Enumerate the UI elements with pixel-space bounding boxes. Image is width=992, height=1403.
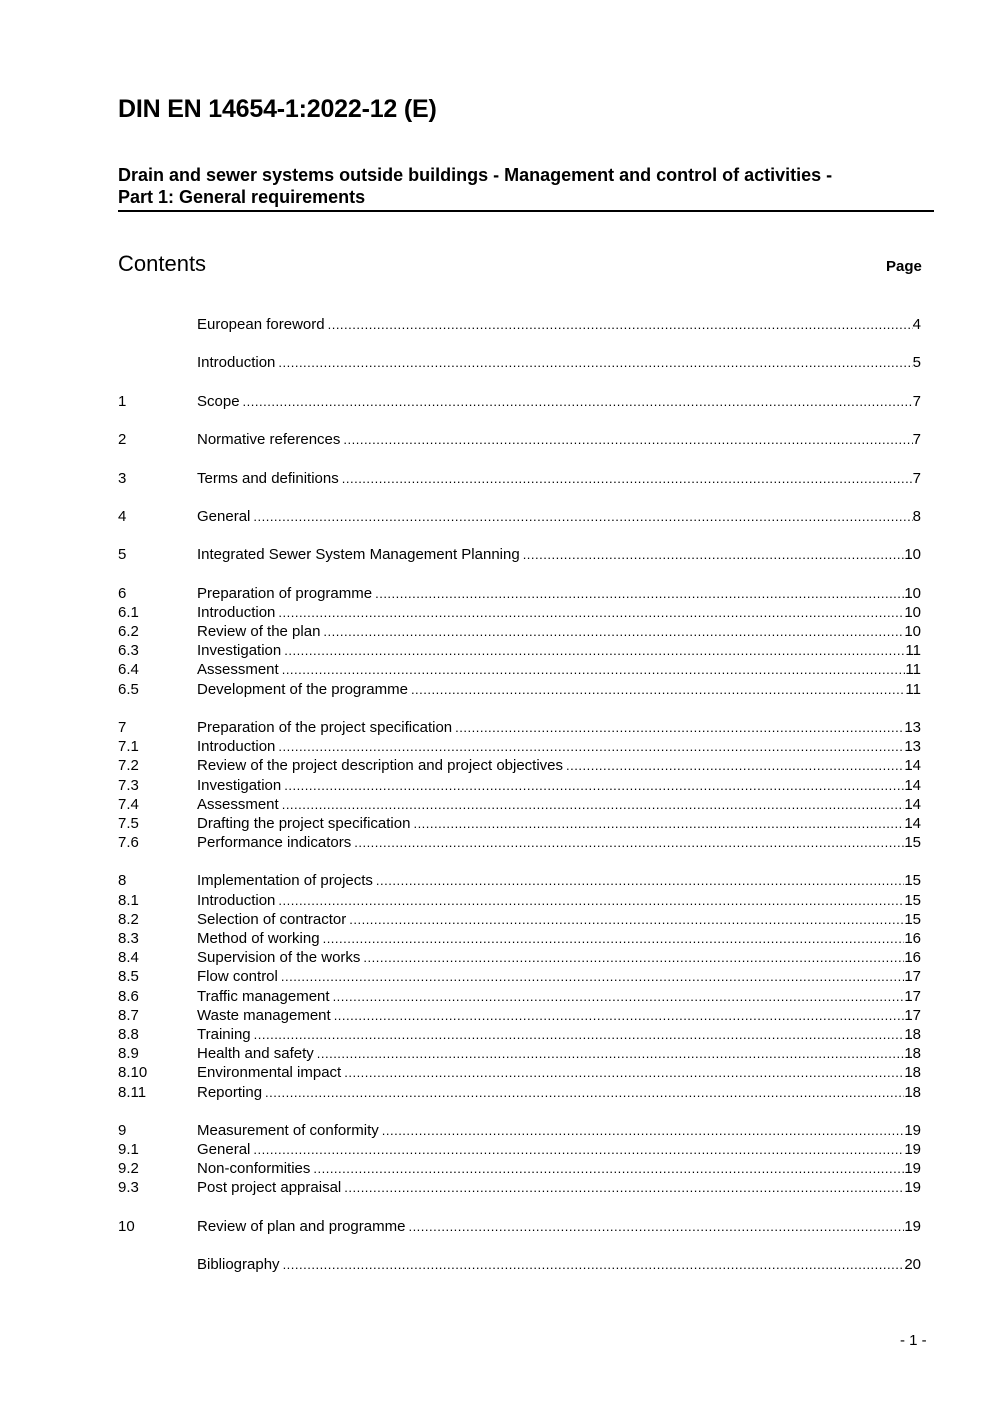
toc-entry[interactable] (118, 392, 921, 411)
toc-entry[interactable] (118, 1159, 921, 1178)
toc-entry[interactable] (118, 776, 921, 795)
toc-dot-leader (328, 315, 913, 334)
toc-dot-leader (278, 353, 912, 372)
toc-entry-title: Waste management (197, 1006, 331, 1024)
toc-entry-number: 4 (118, 507, 127, 525)
toc-entry-title: Supervision of the works (197, 949, 361, 967)
toc-entry-number: 6.3 (118, 642, 139, 660)
toc-entry-page: 17 (904, 968, 921, 986)
toc-entry-page: 18 (904, 1083, 921, 1101)
toc-entry-page: 11 (905, 642, 921, 660)
toc-entry[interactable] (118, 814, 921, 833)
toc-entry-number: 3 (118, 469, 127, 487)
toc-entry-title: Review of the plan (197, 623, 321, 640)
toc-entry-page: 7 (912, 469, 921, 487)
toc-entry[interactable] (118, 315, 921, 334)
toc-dot-leader (344, 1063, 904, 1082)
toc-entry-number: 6.4 (118, 661, 139, 679)
toc-dot-leader (566, 756, 904, 775)
toc-entry-title: General (197, 1141, 251, 1159)
toc-entry-title: Flow control (197, 968, 278, 986)
toc-dot-leader (413, 814, 904, 833)
toc-entry-number: 6 (118, 584, 127, 602)
toc-entry-number: 6.1 (118, 603, 139, 621)
toc-entry[interactable] (118, 1063, 921, 1082)
toc-entry-number: 8.9 (118, 1045, 139, 1063)
toc-entry[interactable] (118, 910, 921, 929)
toc-entry-title: Bibliography (197, 1256, 280, 1274)
toc-entry[interactable] (118, 680, 921, 699)
toc-entry[interactable] (118, 469, 921, 488)
toc-entry-title: Environmental impact (197, 1064, 342, 1082)
toc-entry-page: 14 (904, 776, 921, 794)
toc-dot-leader (284, 641, 905, 660)
toc-entry[interactable] (118, 1121, 921, 1140)
toc-entry-page: 14 (904, 757, 921, 775)
toc-entry-title: Assessment (197, 661, 279, 679)
toc-dot-leader (243, 392, 913, 411)
toc-entry-number: 8 (118, 872, 127, 890)
toc-entry-page: 4 (912, 316, 921, 333)
toc-dot-leader (375, 584, 904, 603)
toc-dot-leader (334, 1006, 905, 1025)
contents-heading: Contents (118, 251, 207, 276)
toc-entry-title: Method of working (197, 930, 320, 947)
toc-entry-page: 15 (904, 872, 921, 890)
toc-entry-number: 5 (118, 546, 127, 564)
toc-entry-number: 7.3 (118, 776, 139, 794)
toc-entry-number: 6.5 (118, 680, 139, 698)
toc-entry-title: Measurement of conformity (197, 1121, 379, 1139)
toc-dot-leader (284, 776, 904, 795)
toc-entry-number: 7.2 (118, 757, 139, 775)
toc-entry-number: 6.2 (118, 623, 139, 640)
toc-entry-page: 7 (912, 431, 921, 449)
toc-entry-number: 8.2 (118, 910, 139, 928)
toc-dot-leader (254, 1025, 905, 1044)
toc-entry[interactable] (118, 737, 921, 756)
toc-dot-leader (376, 871, 904, 890)
toc-entry-title: Normative references (197, 431, 341, 449)
toc-dot-leader (323, 929, 905, 948)
toc-dot-leader (382, 1121, 905, 1140)
toc-entry-title: Non-conformities (197, 1160, 311, 1178)
toc-entry-number: 7.1 (118, 738, 139, 756)
toc-entry-number: 9.2 (118, 1160, 139, 1178)
toc-entry-page: 11 (905, 680, 921, 698)
subtitle-line-1: Drain and sewer systems outside buildings - Management and control of activities - (118, 165, 833, 185)
toc-entry-page: 13 (904, 718, 921, 736)
toc-entry[interactable] (118, 1140, 921, 1159)
toc-dot-leader (333, 987, 905, 1006)
toc-entry-number: 7.6 (118, 834, 139, 852)
toc-entry-page: 19 (904, 1141, 921, 1159)
toc-entry-page: 15 (904, 834, 921, 852)
toc-dot-leader (282, 795, 905, 814)
toc-entry[interactable] (118, 1178, 921, 1197)
toc-dot-leader (317, 1044, 905, 1063)
toc-entry-title: Reporting (197, 1083, 263, 1101)
toc-entry-title: Terms and definitions (197, 469, 339, 487)
toc-entry-title: Investigation (197, 776, 282, 794)
toc-entry-page: 8 (912, 507, 921, 525)
toc-dot-leader (323, 622, 904, 641)
toc-entry-title: Introduction (197, 354, 276, 372)
toc-entry-title: Assessment (197, 795, 279, 813)
toc-entry-page: 18 (904, 1064, 921, 1082)
toc-entry[interactable] (118, 833, 921, 852)
toc-entry-title: Introduction (197, 891, 276, 909)
toc-dot-leader (265, 1083, 904, 1102)
toc-entry-page: 14 (904, 795, 921, 813)
toc-entry-number: 7.4 (118, 795, 139, 813)
toc-entry-title: Development of the programme (197, 680, 408, 698)
toc-entry[interactable] (118, 795, 921, 814)
toc-entry[interactable] (118, 871, 921, 890)
page-number: - 1 - (900, 1332, 927, 1349)
toc-entry[interactable] (118, 1044, 921, 1063)
toc-entry-title: Preparation of the project specification (197, 718, 453, 736)
toc-entry-title: General (197, 507, 251, 525)
toc-dot-leader (411, 680, 905, 699)
toc-entry-page: 19 (904, 1160, 921, 1178)
toc-entry[interactable] (118, 641, 921, 660)
toc-entry[interactable] (118, 1006, 921, 1025)
toc-dot-leader (283, 1255, 905, 1274)
toc-dot-leader (253, 1140, 904, 1159)
document-title: DIN EN 14654-1:2022-12 (E) (118, 95, 437, 123)
toc-entry[interactable] (118, 718, 921, 737)
toc-dot-leader (278, 603, 904, 622)
toc-entry-number: 8.5 (118, 968, 139, 986)
toc-entry-page: 14 (904, 814, 921, 832)
toc-entry-number: 8.10 (118, 1064, 148, 1082)
toc-entry[interactable] (118, 507, 921, 526)
toc-entry-number: 7.5 (118, 814, 139, 832)
toc-entry[interactable] (118, 430, 921, 449)
toc-entry-number: 8.11 (118, 1083, 147, 1101)
toc-entry-number: 1 (118, 392, 127, 410)
toc-entry[interactable] (118, 1255, 921, 1274)
toc-dot-leader (278, 891, 904, 910)
toc-entry[interactable] (118, 660, 921, 679)
toc-entry-title: Drafting the project specification (197, 814, 411, 832)
toc-entry-title: Traffic management (197, 987, 330, 1005)
toc-entry-number: 8.6 (118, 987, 139, 1005)
toc-entry[interactable] (118, 353, 921, 372)
toc-entry[interactable] (118, 1025, 921, 1044)
page-column-heading: Page (886, 258, 922, 275)
toc-entry-page: 15 (904, 891, 921, 909)
table-of-contents (118, 315, 921, 1274)
toc-entry[interactable] (118, 584, 921, 603)
toc-entry-title: Introduction (197, 603, 276, 621)
toc-entry-title: Scope (197, 392, 240, 410)
toc-entry-page: 10 (904, 623, 921, 640)
toc-dot-leader (343, 430, 912, 449)
toc-entry-page: 20 (904, 1256, 921, 1274)
toc-dot-leader (313, 1159, 904, 1178)
toc-entry-page: 10 (904, 603, 921, 621)
toc-dot-leader (408, 1217, 904, 1236)
toc-entry-number: 2 (118, 431, 127, 449)
toc-entry-number: 8.4 (118, 949, 139, 967)
toc-entry-title: Performance indicators (197, 834, 352, 852)
toc-entry-number: 8.1 (118, 891, 139, 909)
toc-entry-number: 10 (118, 1217, 135, 1235)
toc-entry[interactable] (118, 929, 921, 948)
toc-entry-page: 5 (912, 354, 921, 372)
toc-dot-leader (455, 718, 904, 737)
toc-entry[interactable] (118, 1217, 921, 1236)
toc-entry-title: Introduction (197, 738, 276, 756)
toc-entry-number: 8.3 (118, 930, 139, 947)
toc-dot-leader (344, 1178, 904, 1197)
toc-entry-page: 18 (904, 1045, 921, 1063)
toc-entry[interactable] (118, 948, 921, 967)
toc-entry[interactable] (118, 622, 921, 641)
document-subtitle (118, 164, 934, 212)
toc-entry-title: Implementation of projects (197, 872, 373, 890)
toc-entry[interactable] (118, 891, 921, 910)
toc-dot-leader (282, 660, 906, 679)
toc-entry-page: 7 (912, 392, 921, 410)
toc-entry-page: 16 (904, 949, 921, 967)
toc-entry-title: Preparation of programme (197, 584, 373, 602)
toc-entry-page: 17 (904, 1006, 921, 1024)
toc-entry-page: 10 (904, 546, 921, 564)
toc-entry[interactable] (118, 756, 921, 775)
toc-entry-title: Integrated Sewer System Management Planning (197, 546, 520, 564)
toc-entry[interactable] (118, 987, 921, 1006)
toc-dot-leader (523, 545, 905, 564)
toc-entry-page: 17 (904, 987, 921, 1005)
toc-dot-leader (278, 737, 904, 756)
toc-dot-leader (354, 833, 904, 852)
toc-entry-page: 19 (904, 1121, 921, 1139)
toc-dot-leader (342, 469, 913, 488)
toc-entry-title: Review of plan and programme (197, 1217, 406, 1235)
toc-entry[interactable] (118, 1083, 921, 1102)
subtitle-line-2: Part 1: General requirements (118, 187, 366, 207)
toc-entry-title: Selection of contractor (197, 910, 347, 928)
toc-dot-leader (281, 967, 904, 986)
toc-entry-page: 19 (904, 1217, 921, 1235)
toc-dot-leader (253, 507, 912, 526)
toc-entry-page: 13 (904, 738, 921, 756)
toc-entry-page: 10 (904, 584, 921, 602)
toc-entry-number: 7 (118, 718, 127, 736)
toc-entry-page: 11 (905, 661, 921, 679)
toc-entry-title: Health and safety (197, 1045, 314, 1063)
toc-entry-page: 16 (904, 930, 921, 947)
toc-entry-title: Post project appraisal (197, 1179, 342, 1197)
toc-entry-number: 9.3 (118, 1179, 139, 1197)
toc-entry-title: Investigation (197, 642, 282, 660)
toc-entry-page: 15 (904, 910, 921, 928)
toc-entry-number: 8.7 (118, 1006, 139, 1024)
toc-entry-number: 8.8 (118, 1025, 139, 1043)
toc-entry-title: Review of the project description and project objectives (197, 757, 564, 775)
toc-entry[interactable] (118, 967, 921, 986)
toc-entry-number: 9 (118, 1121, 127, 1139)
toc-entry-title: Training (197, 1025, 251, 1043)
toc-dot-leader (349, 910, 904, 929)
toc-entry-title: European foreword (197, 316, 325, 333)
toc-entry-page: 18 (904, 1025, 921, 1043)
toc-entry-page: 19 (904, 1179, 921, 1197)
toc-entry[interactable] (118, 603, 921, 622)
toc-entry[interactable] (118, 545, 921, 564)
toc-entry-number: 9.1 (118, 1141, 139, 1159)
toc-dot-leader (363, 948, 904, 967)
